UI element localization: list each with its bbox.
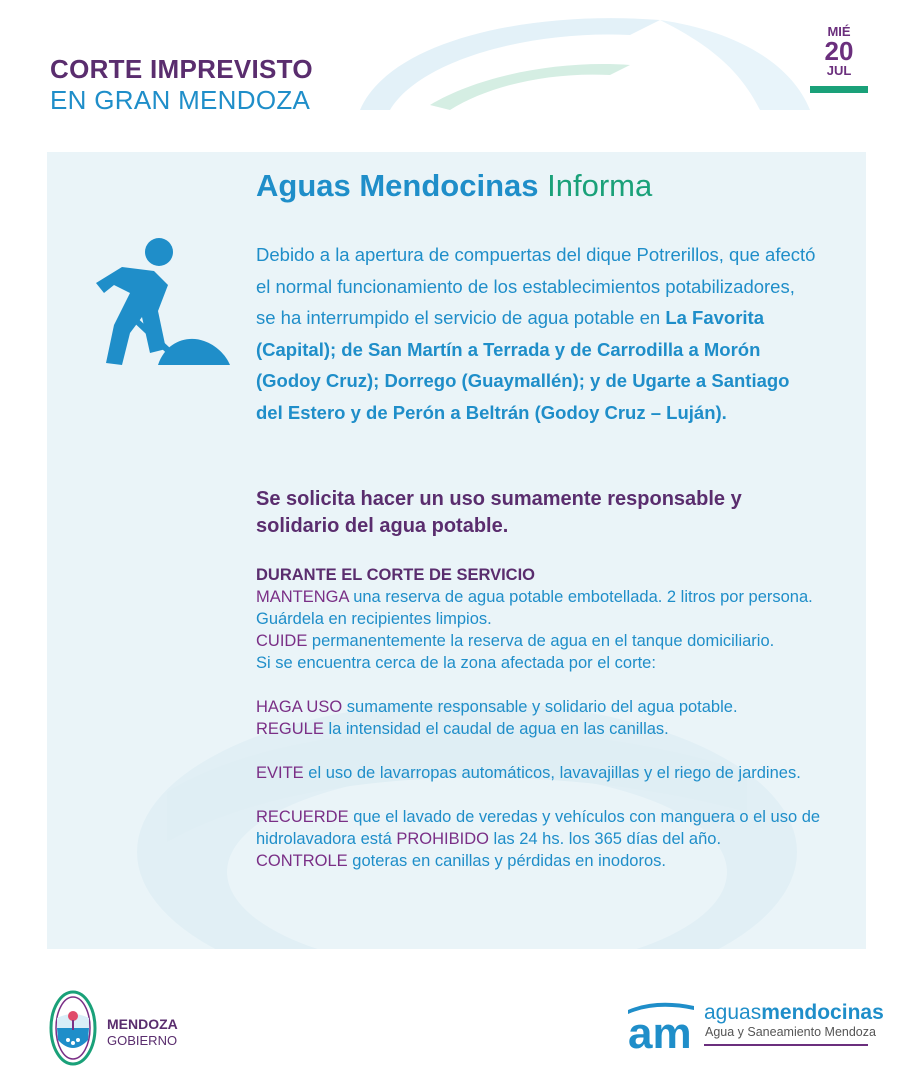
list-item: HAGA USO sumamente responsable y solidario del agua potable. [256, 698, 738, 716]
page-title [50, 54, 313, 116]
date-day: 20 [824, 36, 854, 66]
list-item: RECUERDE que el lavado de veredas y vehículos con manguera o el uso de hidrolavadora está PROHIBIDO las 24 hs. los 365 días del año. [256, 808, 821, 848]
worker-digging-icon [92, 237, 232, 369]
list-item: Si se encuentra cerca de la zona afectada por el corte: [256, 654, 656, 672]
instructions-list [256, 564, 846, 872]
aguas-mendocinas-wordmark: aguasmendocinas [704, 1001, 884, 1024]
date-badge [810, 24, 868, 93]
date-weekday: MIÉ [827, 24, 851, 39]
instructions-section-title: DURANTE EL CORTE DE SERVICIO [256, 566, 536, 584]
date-month: JUL [826, 63, 852, 78]
list-item: MANTENGA una reserva de agua potable embotellada. 2 litros por persona. Guárdela en recipientes limpios. [256, 588, 813, 628]
list-item: CONTROLE goteras en canillas y pérdidas en inodoros. [256, 852, 666, 870]
heading-brand: Aguas Mendocinas [256, 168, 539, 203]
request-statement: Se solicita hacer un uso sumamente responsable y solidario del agua potable. [256, 488, 742, 537]
aguas-mendocinas-underline [704, 1044, 868, 1046]
list-item: CUIDE permanentemente la reserva de agua en el tanque domiciliario. [256, 632, 775, 650]
mendoza-government-label: MENDOZA GOBIERNO [107, 1016, 178, 1048]
title-line-1: CORTE IMPREVISTO [50, 54, 313, 84]
paragraph-areas: La Favorita (Capital); de San Martín a Terrada y de Carrodilla a Morón (Godoy Cruz); Dorrego (Guaymallén); y de Ugarte a Santiago del Estero y de Perón a Beltrán (Godoy Cruz – Luján). [256, 307, 790, 423]
aguas-mendocinas-subtitle: Agua y Saneamiento Mendoza [705, 1025, 876, 1039]
notice-paragraph [256, 239, 816, 428]
svg-text:am: am [628, 1009, 692, 1056]
list-item: EVITE el uso de lavarropas automáticos, lavavajillas y el riego de jardines. [256, 764, 801, 782]
paragraph-intro: Debido a la apertura de compuertas del dique Potrerillos, que afectó el normal funcionamiento de los establecimientos potabilizadores, se ha interrumpido el servicio de agua potable en [256, 244, 816, 328]
heading-informa: Informa [547, 168, 653, 203]
title-line-2: EN GRAN MENDOZA [50, 85, 311, 115]
date-underline [810, 86, 868, 93]
notice-heading [256, 168, 652, 204]
decorative-waves [330, 0, 830, 120]
list-item: REGULE la intensidad el caudal de agua en las canillas. [256, 720, 669, 738]
